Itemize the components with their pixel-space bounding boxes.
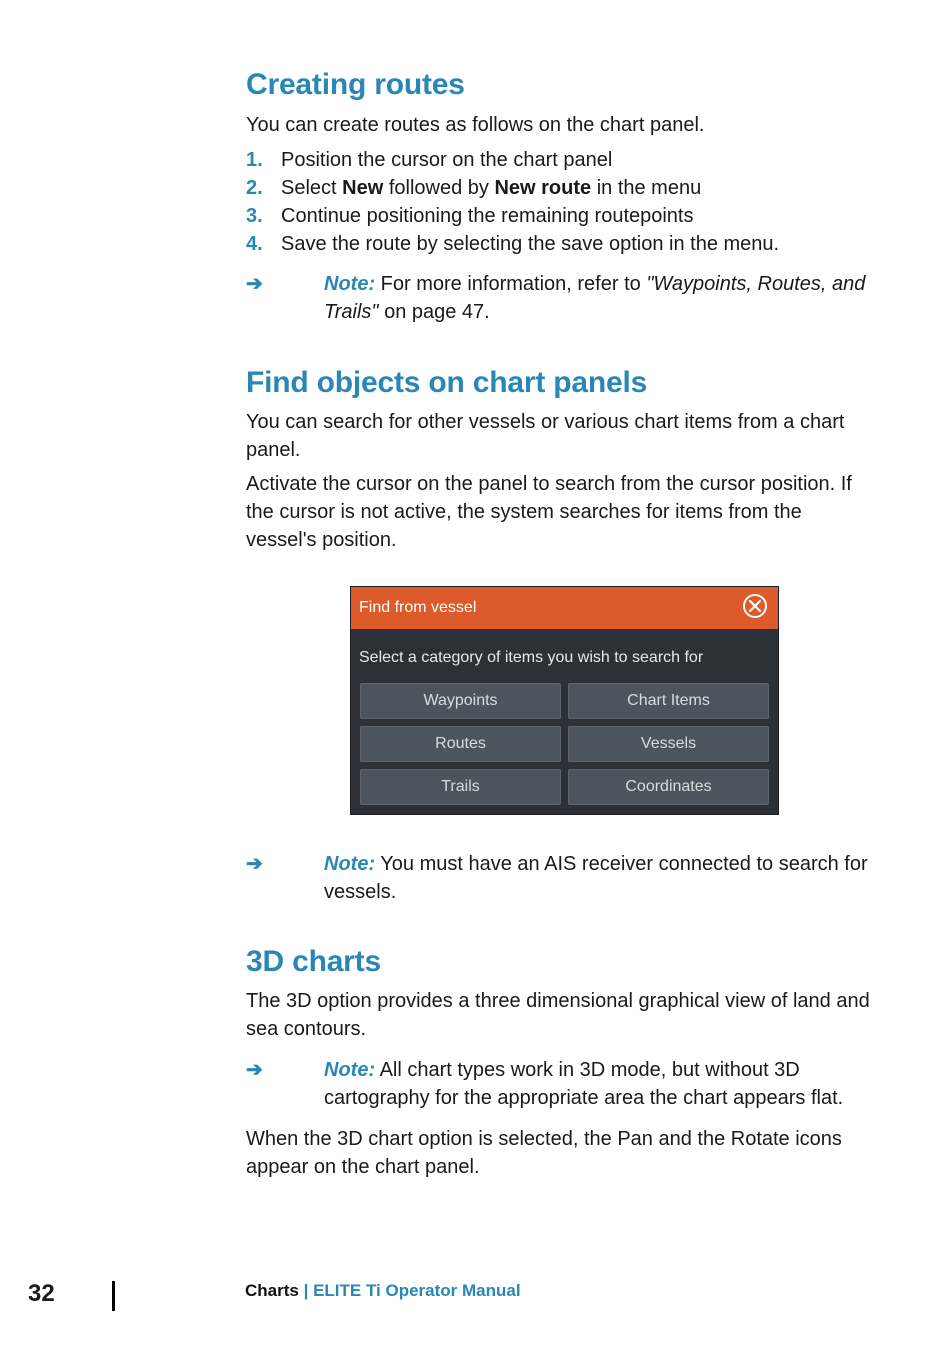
find-objects-para-1: You can search for other vessels or various chart items from a chart panel.	[246, 411, 845, 461]
3d-charts-para-1: The 3D option provides a three dimensional graphical view of land and sea contours.	[246, 990, 870, 1040]
close-circle-icon[interactable]	[743, 594, 767, 618]
note-text: All chart types work in 3D mode, but without 3D cartography for the appropriate area the chart appears flat.	[324, 1059, 844, 1109]
note-label: Note:	[324, 273, 376, 295]
routes-button[interactable]: Routes	[360, 726, 561, 762]
step-text: Save the route by selecting the save option in the menu.	[281, 233, 780, 255]
note-text: You must have an AIS receiver connected to search for vessels.	[324, 853, 868, 903]
creating-routes-intro: You can create routes as follows on the chart panel.	[246, 114, 705, 136]
footer-divider	[112, 1281, 115, 1311]
footer-separator: |	[298, 1281, 314, 1300]
step-text: Continue positioning the remaining routepoints	[281, 205, 694, 227]
step-text: Position the cursor on the chart panel	[281, 149, 613, 171]
heading-find-objects: Find objects on chart panels	[246, 366, 648, 399]
list-item	[246, 230, 779, 258]
find-from-vessel-dialog	[350, 586, 779, 815]
step-number: 4.	[246, 233, 263, 255]
step-number: 3.	[246, 205, 263, 227]
footer-manual-title: ELITE Ti Operator Manual	[313, 1281, 521, 1300]
step-bold-new: New	[342, 177, 384, 199]
coordinates-button[interactable]: Coordinates	[568, 769, 769, 805]
list-item	[246, 174, 779, 202]
step-number: 2.	[246, 177, 263, 199]
note-text-post: on page 47.	[378, 301, 490, 323]
arrow-right-icon: ➔	[246, 273, 263, 295]
dialog-title: Find from vessel	[359, 599, 477, 616]
note-label: Note:	[324, 853, 376, 875]
list-item	[246, 146, 779, 174]
arrow-right-icon: ➔	[246, 1059, 263, 1081]
waypoints-button[interactable]: Waypoints	[360, 683, 561, 719]
step-bold-new-route: New route	[494, 177, 592, 199]
note-label: Note:	[324, 1059, 376, 1081]
trails-button[interactable]: Trails	[360, 769, 561, 805]
page-number: 32	[28, 1280, 55, 1307]
heading-creating-routes: Creating routes	[246, 68, 465, 101]
route-steps-list	[246, 146, 779, 258]
heading-3d-charts: 3D charts	[246, 945, 381, 978]
find-objects-para-2: Activate the cursor on the panel to search from the cursor position. If the cursor is not active, the system searches for items from the vessel's position.	[246, 473, 852, 551]
3d-charts-para-2: When the 3D chart option is selected, the Pan and the Rotate icons appear on the chart panel.	[246, 1128, 842, 1178]
step-number: 1.	[246, 149, 263, 171]
step-text-pre: Select	[281, 177, 343, 199]
dialog-prompt: Select a category of items you wish to search for	[359, 649, 704, 666]
step-text-mid: followed by	[383, 177, 495, 199]
list-item	[246, 202, 779, 230]
chart-items-button[interactable]: Chart Items	[568, 683, 769, 719]
note-text-pre: For more information, refer to	[375, 273, 647, 295]
step-text-post: in the menu	[591, 177, 702, 199]
vessels-button[interactable]: Vessels	[568, 726, 769, 762]
dialog-header	[351, 587, 778, 629]
running-footer	[245, 1281, 521, 1301]
arrow-right-icon: ➔	[246, 853, 263, 875]
footer-section: Charts	[245, 1281, 299, 1300]
cross-reference-link[interactable]: "Waypoints, Routes, and Trails"	[324, 273, 866, 323]
